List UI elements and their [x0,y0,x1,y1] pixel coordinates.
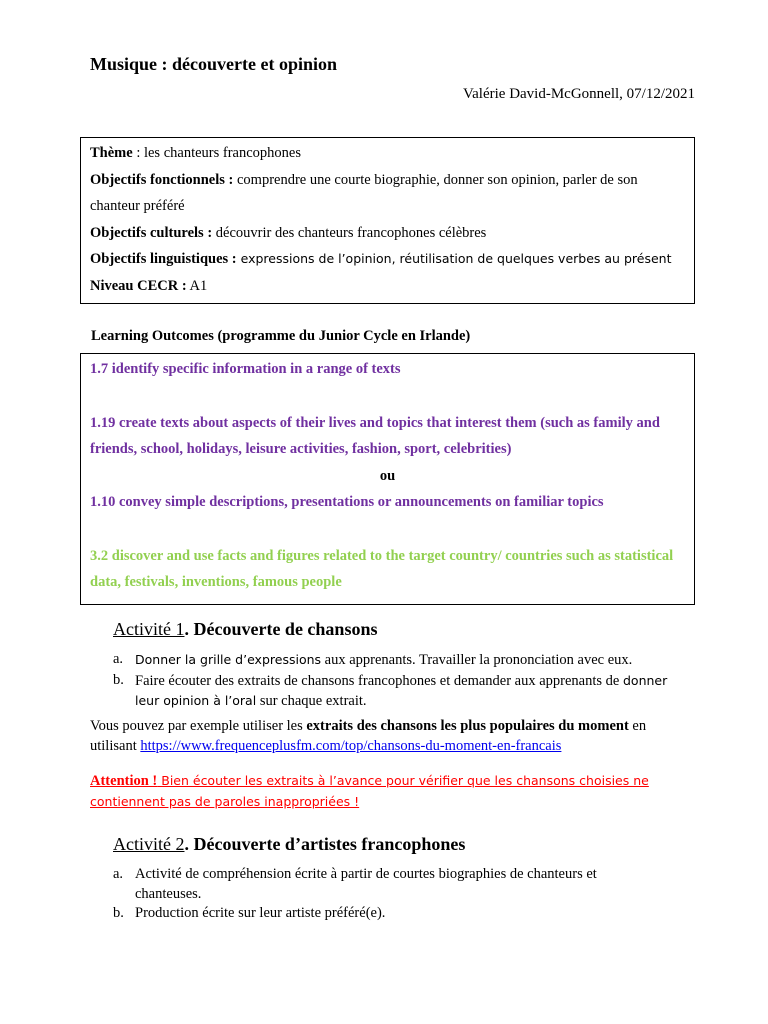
cultural-value: découvrir des chanteurs francophones célèbres [212,224,487,241]
list-item [113,865,633,904]
list-text-part: sur chaque extrait. [256,693,367,709]
paragraph-bold: extraits des chansons les plus populaires du moment [306,718,629,734]
level-value: A1 [186,277,208,294]
list-item [113,904,633,924]
theme-label: Thème [90,145,133,161]
list-marker: b. [113,905,124,921]
chart-link[interactable]: https://www.frequenceplusfm.com/top/chansons-du-moment-en-francais [140,737,562,754]
linguistic-value: expressions de l’opinion, réutilisation de quelques verbes au présent [236,251,672,266]
activity-2-label: Activité 2 [113,834,185,854]
activity-1-title: . Découverte de chansons [184,619,378,639]
list-text-part: Faire écouter des extraits de chansons francophones et demander aux apprenants de [135,672,623,689]
paragraph-text: Vous pouvez par exemple utiliser les [90,718,307,734]
list-text-part: Donner la grille d’expressions [135,652,322,667]
functional-value: comprendre une courte biographie, donner son opinion, parler de son chanteur préféré [90,171,638,214]
learning-outcomes-heading: Learning Outcomes (programme du Junior Cycle en Irlande) [91,328,471,344]
functional-objectives-row [90,167,685,220]
outcome-or: ou [379,467,396,484]
activity-2-list [113,865,633,924]
objectives-box [80,137,695,304]
list-text-part: donner leur opinion à l’oral [135,672,668,708]
attention-text: Bien écouter les extraits à l’avance pour vérifier que les chansons choisies ne [157,773,649,788]
theme-row [90,140,685,167]
attention-text-2: contiennent pas de paroles inappropriées ! [90,793,360,809]
outcome-1-19: 1.19 create texts about aspects of their lives and topics that interest them (such as family and friends, school, holidays, leisure activities, fashion, sport, celebrities) [90,414,660,457]
learning-outcomes-box [80,353,695,605]
activity-1-list [113,650,673,712]
attention-note [90,771,690,812]
level-label: Niveau CECR : [90,277,187,294]
activity-2-title: . Découverte d’artistes francophones [184,834,466,854]
theme-value: : les chanteurs francophones [132,145,301,161]
activity-1-label: Activité 1 [113,619,185,639]
linguistic-objectives-row [90,246,685,273]
paragraph-text: en utilisant [90,718,647,754]
list-marker: b. [113,671,124,688]
cultural-label: Objectifs culturels : [90,224,213,241]
list-marker: a. [113,651,124,667]
list-text: Production écrite sur leur artiste préféré(e). [135,905,386,921]
linguistic-label: Objectifs linguistiques : [90,251,237,267]
activity-2-heading [113,834,465,855]
outcome-3-2: 3.2 discover and use facts and figures related to the target country/ countries such as statistical data, festivals, inventions, famous people [90,547,674,590]
activity-1-heading [113,619,377,640]
page-title: Musique : découverte et opinion [90,54,337,74]
list-text-part: aux apprenants. Travailler la prononciation avec eux. [321,652,633,668]
list-item [113,650,673,671]
list-marker: a. [113,866,124,882]
attention-label: Attention ! [90,773,158,789]
outcome-1-7: 1.7 identify specific information in a range of texts [90,361,401,377]
functional-label: Objectifs fonctionnels : [90,171,234,188]
outcome-1-10: 1.10 convey simple descriptions, presentations or announcements on familiar topics [90,494,604,510]
list-item [113,671,673,712]
activity-1-paragraph [90,717,690,756]
cultural-objectives-row [90,220,685,247]
level-row [90,273,685,300]
author-date: Valérie David-McGonnell, 07/12/2021 [462,86,695,102]
list-text: Activité de compréhension écrite à partir de courtes biographies de chanteurs et chanteuses. [135,866,597,902]
